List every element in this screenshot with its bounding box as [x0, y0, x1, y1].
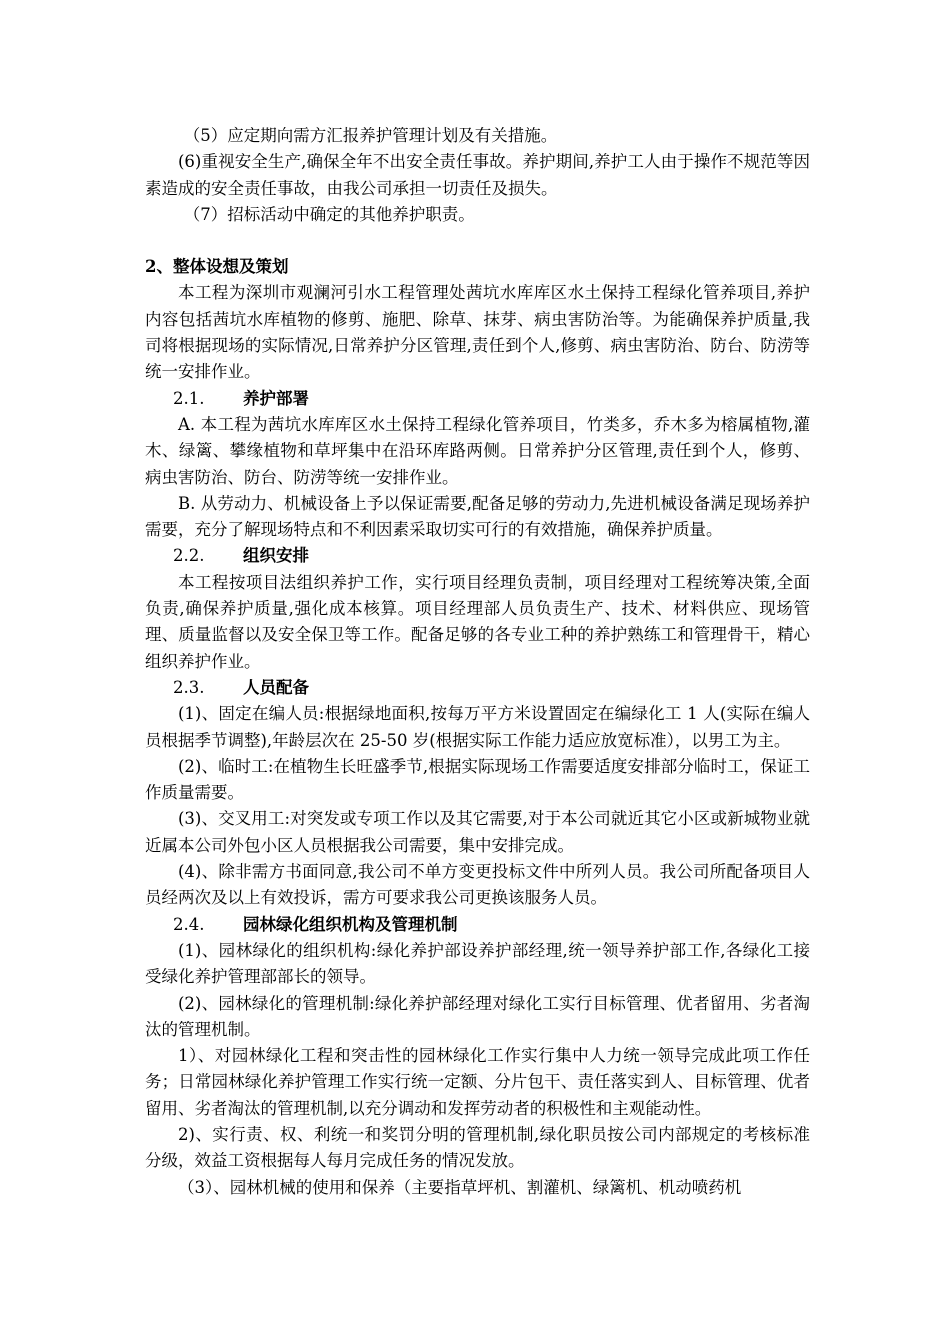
paragraph: （3）、园林机械的使用和保养（主要指草坪机、割灌机、绿篱机、机动喷药机 — [178, 1177, 742, 1197]
subsection-title: 园林绿化组织机构及管理机制 — [243, 914, 458, 934]
paragraph: (2)、园林绿化的管理机制:绿化养护部经理对绿化工实行目标管理、优者留用、劣者淘汰的管理机制。 — [145, 993, 810, 1039]
paragraph: B. 从劳动力、机械设备上予以保证需要,配备足够的劳动力,先进机械设备满足现场养护需要，充分了解现场特点和不利因素采取切实可行的有效措施，确保养护质量。 — [145, 493, 810, 540]
paragraph: （7）招标活动中确定的其他养护职责。 — [183, 204, 475, 224]
paragraph: (3)、交叉用工:对突发或专项工作以及其它需要,对于本公司就近其它小区或新城物业就近属本公司外包小区人员根据我公司需要，集中安排完成。 — [145, 809, 810, 855]
subsection-heading — [145, 386, 810, 412]
paragraph: (2)、临时工:在植物生长旺盛季节,根据实际现场工作需要适度安排部分临时工，保证工作质量需要。 — [145, 756, 810, 803]
subsection-title: 组织安排 — [243, 546, 309, 566]
paragraph: (4)、除非需方书面同意,我公司不单方变更投标文件中所列人员。我公司所配备项目人员经两次及以上有效投诉，需方可要求我公司更换该服务人员。 — [145, 862, 810, 908]
paragraph: (1)、园林绿化的组织机构:绿化养护部设养护部经理,统一领导养护部工作,各绿化工接受绿化养护管理部部长的领导。 — [145, 940, 810, 987]
paragraph: A. 本工程为茜坑水库库区水土保持工程绿化管养项目，竹类多，乔木多为榕属植物,灌木、绿篱、攀缘植物和草坪集中在沿环库路两侧。日常养护分区管理,责任到个人，修剪、病虫害防治、防台、防涝等统一安排作业。 — [145, 414, 810, 487]
paragraph: 2)、实行责、权、利统一和奖罚分明的管理机制,绿化职员按公司内部规定的考核标准分级，效益工资根据每人每月完成任务的情况发放。 — [145, 1124, 810, 1171]
paragraph: (6)重视安全生产,确保全年不出安全责任事故。养护期间,养护工人由于操作不规范等因素造成的安全责任事故，由我公司承担一切责任及损失。 — [145, 152, 810, 198]
paragraph: 本工程按项目法组织养护工作，实行项目经理负责制，项目经理对工程统筹决策,全面负责,确保养护质量,强化成本核算。项目经理部人员负责生产、技术、材料供应、现场管理、质量监督以及安全保卫等工作。配备足够的各专业工种的养护熟练工和管理骨干，精心组织养护作业。 — [145, 572, 810, 671]
paragraph: 1）、对园林绿化工程和突击性的园林绿化工作实行集中人力统一领导完成此项工作任务；日常园林绿化养护管理工作实行统一定额、分片包干、责任落实到人、目标管理、优者留用、劣者淘汰的管理机制,以充分调动和发挥劳动者的积极性和主观能动性。 — [145, 1046, 810, 1118]
subsection-title: 养护部署 — [243, 388, 309, 408]
subsection-number: 2.4. — [173, 914, 205, 934]
subsection-heading — [145, 675, 810, 701]
subsection-number: 2.1. — [173, 388, 205, 408]
subsection-title: 人员配备 — [243, 677, 309, 697]
section-heading: 2、整体设想及策划 — [145, 257, 289, 277]
paragraph: （5）应定期向需方汇报养护管理计划及有关措施。 — [183, 126, 558, 145]
document-body — [145, 123, 810, 1201]
subsection-number: 2.2. — [173, 546, 205, 566]
paragraph: (1)、固定在编人员:根据绿地面积,按每万平方米设置固定在编绿化工 1 人(实际在编人员根据季节调整),年龄层次在 25-50 岁(根据实际工作能力适应放宽标准），以男工为主。 — [145, 704, 810, 750]
subsection-number: 2.3. — [173, 677, 205, 697]
subsection-heading — [145, 912, 810, 938]
subsection-heading — [145, 543, 810, 569]
paragraph: 本工程为深圳市观澜河引水工程管理处茜坑水库库区水土保持工程绿化管养项目,养护内容包括茜坑水库植物的修剪、施肥、除草、抹芽、病虫害防治等。为能确保养护质量,我司将根据现场的实际情况,日常养护分区管理,责任到个人,修剪、病虫害防治、防台、防涝等统一安排作业。 — [145, 283, 810, 382]
